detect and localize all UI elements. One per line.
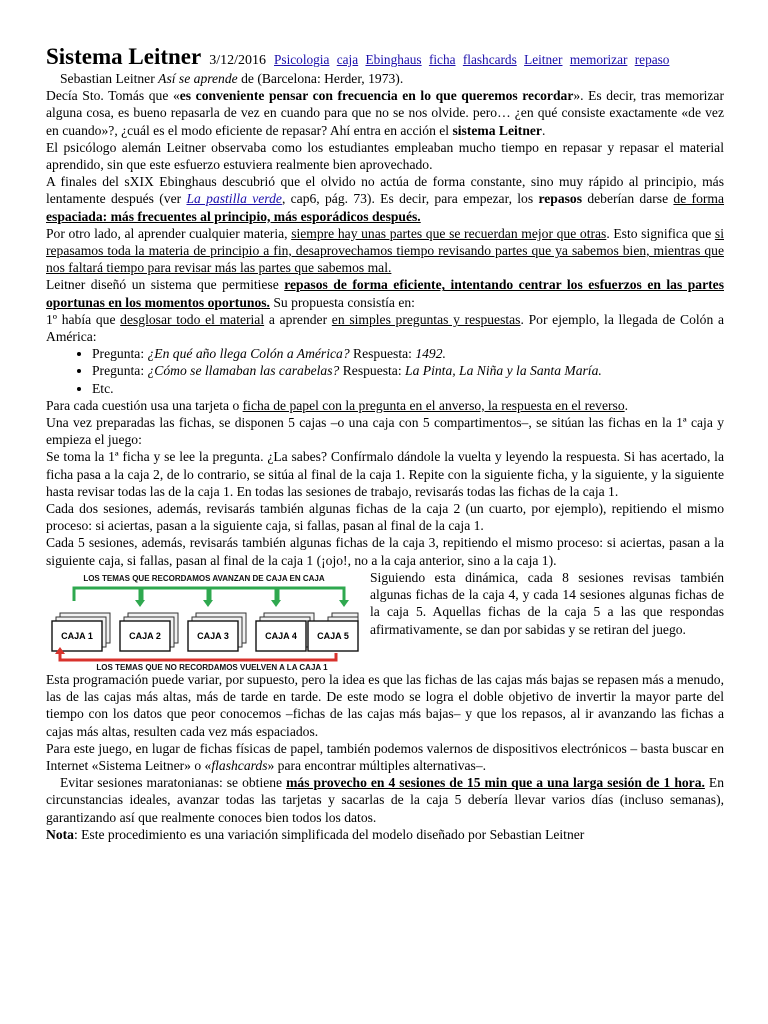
p1-text-c: ». Es decir, tras memorizar alguna cosa, es bueno repasarla de vez en cuando para que no se nos olvide. pero… ¿en qué consiste exactamente «de vez en cuando»?, ¿cuál es el modo eficiente de repasar? Ahí entra en acción el [46, 88, 724, 138]
paragraph-1 [46, 87, 724, 139]
p3-text-e: de forma [673, 191, 725, 207]
paragraph-4 [46, 225, 724, 277]
p14-text-a: Para este juego, en lugar de fichas físicas de papel, también podemos valernos de dispositivos electrónicos – basta buscar en Internet «Sistema Leitner» o « [46, 740, 724, 773]
box-3 [188, 613, 246, 651]
book-title: Así se aprende [158, 71, 238, 86]
p1-text-a: Decía Sto. Tomás que « [46, 88, 180, 104]
post-header [46, 44, 724, 70]
p15-text-a: Evitar sesiones maratonianas: se obtiene [60, 775, 287, 791]
paragraph-6 [46, 311, 724, 345]
list-item [92, 380, 724, 397]
tag-link-memorizar[interactable]: memorizar [569, 52, 628, 67]
answer-text: La Pinta, La Niña y la Santa María. [405, 363, 602, 379]
box-1 [52, 613, 110, 651]
answer-text: 1492. [415, 346, 446, 362]
p5-text-c: Su propuesta consistía en: [269, 294, 415, 310]
paragraph-14 [46, 740, 724, 774]
paragraph-16 [46, 826, 724, 843]
box-label: CAJA 3 [197, 630, 229, 641]
tag-link-ficha[interactable]: ficha [428, 52, 456, 67]
p6-underlined-d: en simples preguntas y respuestas [331, 311, 521, 327]
paragraph-5 [46, 276, 724, 310]
p1-system-name: sistema Leitner [452, 122, 542, 138]
box-4 [256, 613, 314, 651]
diagram-bottom-caption: LOS TEMAS QUE NO RECORDAMOS VUELVEN A LA CAJA 1 [96, 662, 328, 671]
p6-text-c: a aprender [264, 311, 332, 327]
p1-quote: es conveniente pensar con frecuencia en lo que queremos recordar [179, 88, 574, 104]
paragraph-10: Cada dos sesiones, además, revisarás también algunas fichas de la caja 2 (un cuarto, por ejemplo), repitiendo el mismo proceso: si aciertas, pasan a la siguiente caja, si fallas, pasan al final de la caja 1. [46, 501, 724, 534]
box-label: CAJA 1 [61, 630, 93, 641]
p3-repasos: repasos [538, 191, 583, 207]
tag-link-flashcards[interactable]: flashcards [462, 52, 517, 67]
leitner-boxes-diagram [46, 571, 362, 671]
p3-text-a: A finales del sXIX Ebinghaus descubrió que el olvido no actúa de forma constante, sino muy rápido al principio, más lentamente después (ver [46, 174, 724, 207]
answer-label: Respuesta: [349, 346, 416, 362]
paragraph-3 [46, 173, 724, 225]
box-group [52, 613, 358, 651]
answer-label: Respuesta: [339, 363, 406, 379]
author-text: Sebastian Leitner [60, 71, 159, 86]
intro-line [46, 70, 724, 87]
tag-link-caja[interactable]: caja [336, 52, 359, 67]
paragraph-15 [46, 774, 724, 826]
list-item [92, 345, 724, 362]
pastilla-verde-link[interactable]: La pastilla verde [186, 191, 282, 207]
paragraph-11: Cada 5 sesiones, además, revisarás también algunas fichas de la caja 3, repitiendo el mismo proceso: si aciertas, pasan a la siguiente caja, si fallas, pasan al final de la caja 1 (¡ojo!, no a la caja anterior, sino a la caja 1). [46, 535, 724, 568]
p5-text-a: Leitner diseñó un sistema que permitiese [46, 277, 285, 293]
p14-flashcards: flashcards [211, 757, 268, 773]
p4-text-a: Por otro lado, al aprender cualquier materia, [46, 225, 292, 241]
tag-link-psicologia[interactable]: Psicologia [274, 52, 330, 67]
p6-text-e: . Por ejemplo, la llegada de Colón a América: [46, 311, 724, 345]
book-details: de (Barcelona: Herder, 1973). [237, 71, 404, 86]
p15-emphasis: más provecho en 4 sesiones de 15 min que a una larga sesión de 1 hora. [286, 775, 705, 791]
box-2 [120, 613, 178, 651]
paragraph-12: Siguiendo esta dinámica, cada 8 sesiones revisas también algunas fichas de la caja 4, y cada 14 sesiones algunas fichas de la caja 5. Aquellas fichas de la caja 5 a las que respondas afirmativamente, se dan por sabidas y se retiran del juego. [370, 569, 724, 637]
paragraph-9: Se toma la 1ª ficha y se lee la pregunta. ¿La sabes? Confírmalo dándole la vuelta y leyendo la respuesta. Si has acertado, la ficha pasa a la caja 2, de lo contrario, se sitúa al final de la caja 1. Repite con la siguiente ficha, y la siguiente, y la siguiente hasta revisar todas las de la caja 1. En todas las sesiones de trabajo, revisarás todas las fichas de la caja 1. [46, 449, 724, 499]
paragraph-2: El psicólogo alemán Leitner observaba como los estudiantes empleaban mucho tiempo en repasar y repasar el material aprendido, sin que este esfuerzo estuviera realmente bien aprovechado. [46, 139, 724, 173]
post-date: 3/12/2016 [209, 53, 266, 68]
p6-text-a: 1º había que [46, 311, 121, 327]
figure-block [46, 569, 724, 671]
p5-emphasis: repasos de forma eficiente, intentando centrar los esfuerzos en las partes oportunas en los momentos oportunos. [46, 277, 724, 310]
question-label: Pregunta: [92, 363, 148, 379]
p3-text-d: deberían darse [582, 191, 674, 207]
p1-text-e: . [541, 122, 546, 138]
question-text: ¿En qué año llega Colón a América? [147, 346, 350, 362]
diagram-top-caption: LOS TEMAS QUE RECORDAMOS AVANZAN DE CAJA EN CAJA [83, 573, 325, 583]
p4-underlined-b: siempre hay unas partes que se recuerdan mejor que otras [291, 225, 607, 241]
note-label: Nota [46, 826, 74, 842]
p7-underlined: ficha de papel con la pregunta en el anverso, la respuesta en el reverso [242, 397, 625, 413]
p7-text-a: Para cada cuestión usa una tarjeta o [46, 397, 243, 413]
p6-underlined-b: desglosar todo el material [120, 311, 265, 327]
question-text: ¿Cómo se llamaban las carabelas? [147, 363, 340, 379]
box-label: CAJA 5 [317, 630, 349, 641]
article-body [46, 70, 724, 843]
p4-underlined-d: si repasamos toda la materia de principio a fin, desaprovechamos tiempo revisando partes que ya sabemos bien, mientras que nos faltará tiempo para revisar más las partes que sabemos mal. [46, 225, 724, 276]
page-title: Sistema Leitner [46, 44, 202, 69]
box-label: CAJA 2 [129, 630, 161, 641]
tag-link-leitner[interactable]: Leitner [524, 52, 563, 67]
p3-emphasis: espaciada: más frecuentes al principio, más esporádicos después. [46, 208, 421, 224]
p14-text-c: » para encontrar múltiples alternativas–. [267, 757, 487, 773]
question-label: Pregunta: [92, 346, 148, 362]
etc-text: Etc. [92, 380, 114, 396]
p3-text-b: , cap6, pág. 73). Es decir, para empezar, los [281, 191, 539, 207]
list-item [92, 362, 724, 379]
note-text: : Este procedimiento es una variación simplificada del modelo diseñado por Sebastian Leitner [73, 826, 585, 842]
paragraph-7 [46, 397, 724, 414]
tag-link-repaso[interactable]: repaso [634, 52, 670, 67]
p7-text-c: . [624, 397, 629, 413]
tag-link-ebinghaus[interactable]: Ebinghaus [365, 52, 422, 67]
example-list [46, 345, 724, 397]
p15-text-c: En circunstancias ideales, avanzar todas las tarjetas y sacarlas de la caja 5 debería llevar varios días (incluso semanas), garantizando así que realmente conoces bien todos los datos. [46, 775, 725, 825]
tag-list [274, 52, 673, 68]
p4-text-c: . Esto significa que [606, 225, 715, 241]
paragraph-13: Esta programación puede variar, por supuesto, pero la idea es que las fichas de las cajas más bajas se repasen más a menudo, las de las cajas más altas, más de tarde en tarde. De este modo se logra el doble objetivo de invertir la mayor parte del tiempo con los datos que peor conocemos –fichas de las cajas más bajas– y que los repasos, al ir avanzando las fichas a cajas más altas, resulten cada vez más espaciados. [46, 671, 724, 739]
box-label: CAJA 4 [265, 630, 297, 641]
paragraph-8: Una vez preparadas las fichas, se disponen 5 cajas –o una caja con 5 compartimentos–, se sitúan las fichas en la 1ª caja y empieza el juego: [46, 415, 724, 448]
